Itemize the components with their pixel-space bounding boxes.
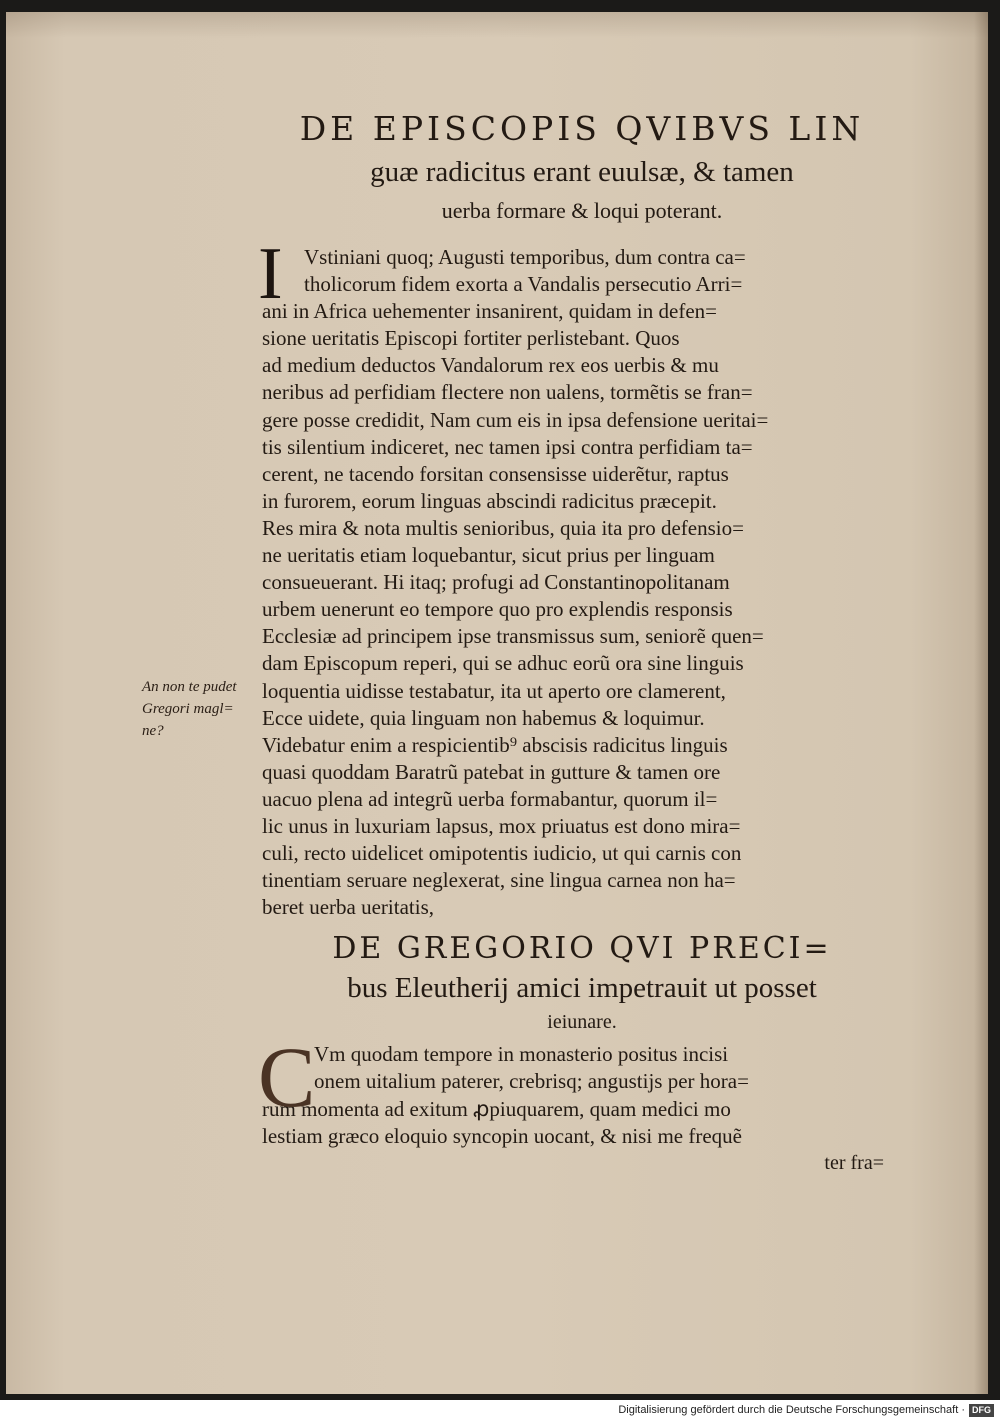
main-text-block — [258, 106, 902, 1177]
text-line: lestiam græco eloquio syncopin uocant, & nisi me frequẽ — [262, 1123, 742, 1148]
text-line: neribus ad perfidiam flectere non ualens, tormẽtis se fran= — [262, 380, 753, 405]
text-line: ad medium deductos Vandalorum rex eos uerbis & mu — [262, 353, 719, 378]
drop-cap-c: C — [258, 1029, 316, 1126]
text-line: tinentiam seruare neglexerat, sine lingua carnea non ha= — [262, 868, 736, 893]
section2-paragraph — [258, 1029, 902, 1176]
text-line: tholicorum fidem exorta a Vandalis persecutio Arri= — [304, 272, 743, 297]
section2-lines — [262, 1041, 902, 1149]
text-line: loquentia uidisse testabatur, ita ut aperto ore clamerent, — [262, 678, 726, 703]
text-line: cerent, ne tacendo forsitan consensisse uiderẽtur, raptus — [262, 461, 729, 486]
text-line: ani in Africa uehementer insanirent, quidam in defen= — [262, 299, 718, 324]
text-line: sione ueritatis Episcopi fortiter perlistebant. Quos — [262, 326, 680, 351]
text-line: culi, recto uidelicet omipotentis iudicio, ut qui carnis con — [262, 841, 742, 866]
marginal-note-line2: Gregori magl= — [142, 701, 234, 717]
text-line: beret uerba ueritatis, — [262, 895, 434, 920]
section2-heading-line2: bus Eleutherij amici impetrauit ut posset — [347, 972, 817, 1005]
text-line: ne ueritatis etiam loquebantur, sicut prius per linguam — [262, 543, 715, 568]
marginal-note-line3: ne? — [142, 723, 164, 739]
chapter-heading-line3: uerba formare & loqui poterant. — [441, 198, 723, 223]
text-line: dam Episcopum reperi, qui se adhuc eorũ ora sine linguis — [262, 651, 744, 676]
catchword: ter fra= — [824, 1151, 884, 1174]
text-line: Ecclesiæ ad principem ipse transmissus sum, seniorẽ quen= — [262, 624, 764, 649]
text-line: uacuo plena ad integrũ uerba formabantur, quorum il= — [262, 786, 718, 811]
text-line: rum momenta ad exitum ꝓpiuquarem, quam medici mo — [262, 1096, 731, 1121]
footer-text: Digitalisierung gefördert durch die Deutsche Forschungsgemeinschaft · — [618, 1404, 965, 1416]
text-line: Videbatur enim a respicientib⁹ abscisis radicitus linguis — [262, 732, 728, 757]
text-line: in furorem, eorum linguas abscindi radicitus præcepit. — [262, 488, 717, 513]
text-line: lic unus in luxuriam lapsus, mox priuatus est dono mira= — [262, 813, 741, 838]
text-line: Vm quodam tempore in monasterio positus incisi — [314, 1042, 729, 1067]
chapter-heading-line2: guæ radicitus erant euulsæ, & tamen — [370, 156, 794, 188]
text-line: urbem uenerunt eo tempore quo pro explendis responsis — [262, 597, 733, 622]
text-line: quasi quoddam Baratrũ patebat in gutture & tamen ore — [262, 759, 721, 784]
text-line: consueuerant. Hi itaq; profugi ad Constantinopolitanam — [262, 570, 730, 595]
drop-cap-i: I — [258, 233, 283, 315]
chapter-heading-line1: DE EPISCOPIS QVIBVS LIN — [299, 109, 865, 148]
page-stain — [6, 12, 988, 38]
text-line: tis silentium indiceret, nec tamen ipsi contra perfidiam ta= — [262, 434, 753, 459]
text-line: onem uitalium paterer, crebrisq; angustijs per hora= — [314, 1069, 749, 1094]
dfg-logo: DFG — [969, 1404, 994, 1417]
text-line: Vstiniani quoq; Augusti temporibus, dum contra ca= — [304, 245, 746, 269]
text-line: gere posse credidit, Nam cum eis in ipsa defensione ueritai= — [262, 407, 769, 432]
section2-heading-line1: DE GREGORIO QVI PRECI= — [332, 931, 832, 967]
text-line: Ecce uidete, quia linguam non habemus & loquimur. — [262, 705, 705, 730]
digitization-footer — [0, 1400, 1000, 1420]
marginal-note-line1: An non te pudet — [142, 679, 237, 695]
page-edge-shadow — [974, 12, 988, 1394]
section1-paragraph — [258, 233, 902, 921]
text-line: Res mira & nota multis senioribus, quia ita pro defensio= — [262, 515, 744, 540]
section2-heading-line3: ieiunare. — [547, 1011, 617, 1034]
section1-lines — [262, 244, 902, 921]
marginal-note — [142, 676, 272, 742]
